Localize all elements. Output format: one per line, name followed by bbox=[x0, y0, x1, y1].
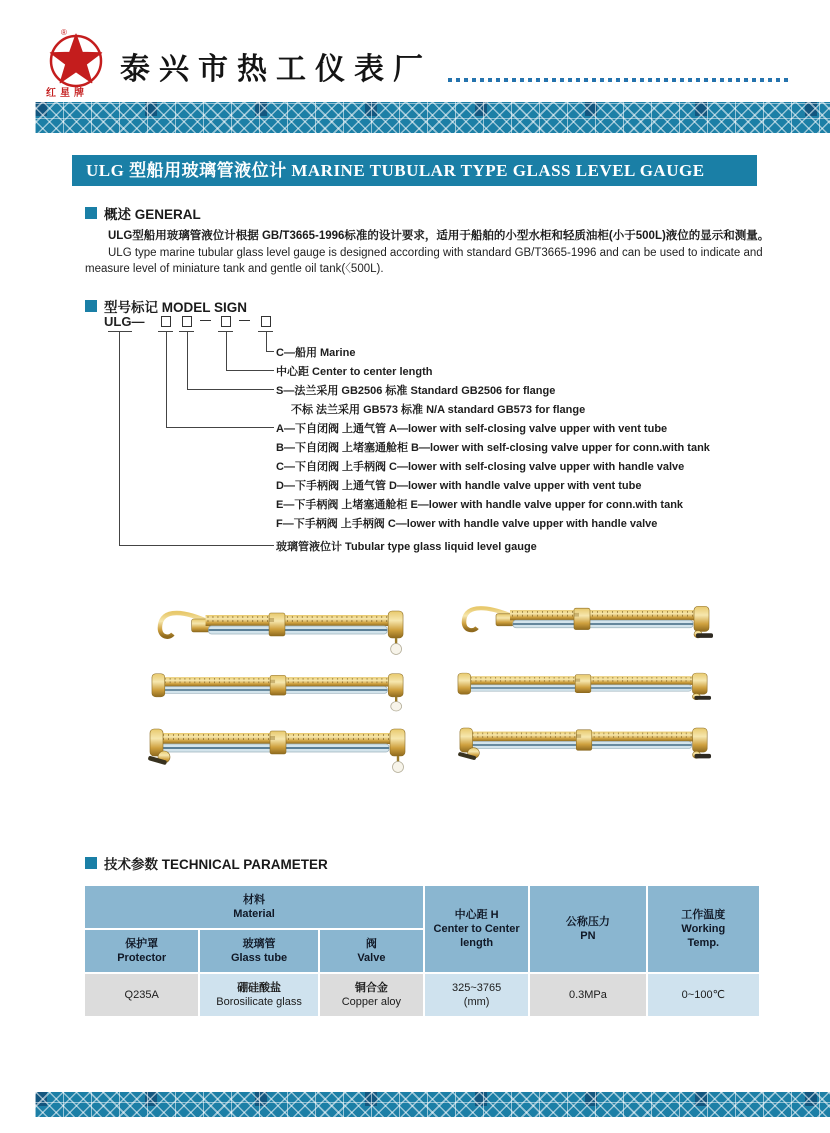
diagram-line bbox=[119, 332, 120, 545]
model-option-label: D—下手柄阀 上通气管 D—lower with handle valve upper with vent tube bbox=[276, 480, 642, 492]
general-description bbox=[85, 228, 793, 278]
model-option-label: C—船用 Marine bbox=[276, 347, 356, 359]
technical-parameter-table bbox=[83, 884, 761, 1018]
diagram-line bbox=[226, 332, 227, 370]
general-paragraph-en: ULG type marine tubular glass level gauge is designed according with standard GB/T3665-1996 and can be used to indicate and measure level of miniature tank and gentle oil tank(〈500L). bbox=[85, 246, 763, 275]
brand-name: 红星牌 bbox=[46, 88, 88, 99]
model-option-label: E—下手柄阀 上堵塞通舱柜 E—lower with handle valve upper for conn.with tank bbox=[276, 499, 684, 511]
model-option-label: C—下自闭阀 上手柄阀 C—lower with self-closing valve upper with handle valve bbox=[276, 461, 685, 473]
page-title: ULG 型船用玻璃管液位计 MARINE TUBULAR TYPE GLASS LEVEL GAUGE bbox=[72, 155, 757, 186]
center-distance-header: 中心距 H Center to Center length bbox=[425, 886, 528, 972]
working-temp-value: 0~100℃ bbox=[648, 974, 759, 1016]
model-option-label: 玻璃管液位计 Tubular type glass liquid level gauge bbox=[276, 541, 537, 553]
section-general-title: 概述 GENERAL bbox=[104, 207, 201, 222]
company-name: 泰兴市热工仪表厂 bbox=[120, 53, 432, 86]
model-code-dash bbox=[200, 320, 211, 321]
model-code-box bbox=[161, 316, 171, 327]
protector-header: 保护罩 Protector bbox=[85, 930, 198, 972]
model-option-label: 中心距 Center to center length bbox=[276, 366, 433, 378]
section-model-sign-title: 型号标记 MODEL SIGN bbox=[104, 300, 248, 315]
pressure-header: 公称压力 PN bbox=[530, 886, 645, 972]
section-technical-title: 技术参数 TECHNICAL PARAMETER bbox=[104, 857, 328, 872]
section-technical-parameter bbox=[85, 853, 328, 873]
protector-value: Q235A bbox=[85, 974, 198, 1016]
model-code-box bbox=[221, 316, 231, 327]
diagram-line bbox=[187, 389, 274, 390]
diagram-line bbox=[187, 332, 188, 389]
glass-tube-value: 硼硅酸盐 Borosilicate glass bbox=[200, 974, 317, 1016]
glass-tube-header: 玻璃管 Glass tube bbox=[200, 930, 317, 972]
decorative-band-top bbox=[35, 102, 830, 133]
working-temp-header: 工作温度 Working Temp. bbox=[648, 886, 759, 972]
model-code-box bbox=[261, 316, 271, 327]
section-bullet-icon bbox=[85, 300, 97, 312]
model-option-label: A—下自闭阀 上通气管 A—lower with self-closing valve upper with vent tube bbox=[276, 423, 668, 435]
diagram-line bbox=[226, 370, 274, 371]
diagram-line bbox=[266, 351, 274, 352]
valve-value: 铜合金 Copper aloy bbox=[320, 974, 423, 1016]
general-paragraph-cn: ULG型船用玻璃管液位计根据 GB/T3665-1996标准的设计要求，适用于船舶的小型水柜和轻质油柜(小于500L)液位的显示和测量。 bbox=[108, 230, 770, 242]
valve-header: 阀 Valve bbox=[320, 930, 423, 972]
section-model-sign bbox=[85, 296, 247, 316]
model-code-dash bbox=[239, 320, 250, 321]
diagram-line bbox=[266, 332, 267, 351]
center-distance-value: 325~3765 (mm) bbox=[425, 974, 528, 1016]
model-option-label: S—法兰采用 GB2506 标准 Standard GB2506 for flange bbox=[276, 385, 556, 397]
section-bullet-icon bbox=[85, 857, 97, 869]
model-option-label: F—下手柄阀 上手柄阀 C—lower with handle valve upper with handle valve bbox=[276, 518, 658, 530]
model-option-label: 不标 法兰采用 GB573 标准 N/A standard GB573 for flange bbox=[291, 404, 586, 416]
gauge-image bbox=[148, 602, 408, 658]
decorative-band-bottom bbox=[35, 1092, 830, 1117]
material-group-header: 材料 Material bbox=[85, 886, 423, 928]
diagram-line bbox=[166, 427, 274, 428]
model-prefix: ULG— bbox=[104, 314, 145, 329]
pressure-value: 0.3MPa bbox=[530, 974, 645, 1016]
diagram-line bbox=[166, 332, 167, 427]
gauge-image bbox=[150, 666, 408, 714]
model-option-label: B—下自闭阀 上堵塞通舱柜 B—lower with self-closing valve upper for conn.with tank bbox=[276, 442, 710, 454]
diagram-underline bbox=[108, 331, 132, 332]
gauge-image bbox=[452, 598, 714, 650]
gauge-image bbox=[148, 720, 410, 776]
section-general bbox=[85, 203, 201, 223]
section-bullet-icon bbox=[85, 207, 97, 219]
header-dotted-line bbox=[448, 78, 792, 82]
diagram-line bbox=[119, 545, 274, 546]
model-code-box bbox=[182, 316, 192, 327]
registered-trademark-icon: ® bbox=[61, 28, 67, 37]
gauge-image bbox=[458, 720, 712, 770]
gauge-image bbox=[456, 666, 712, 710]
